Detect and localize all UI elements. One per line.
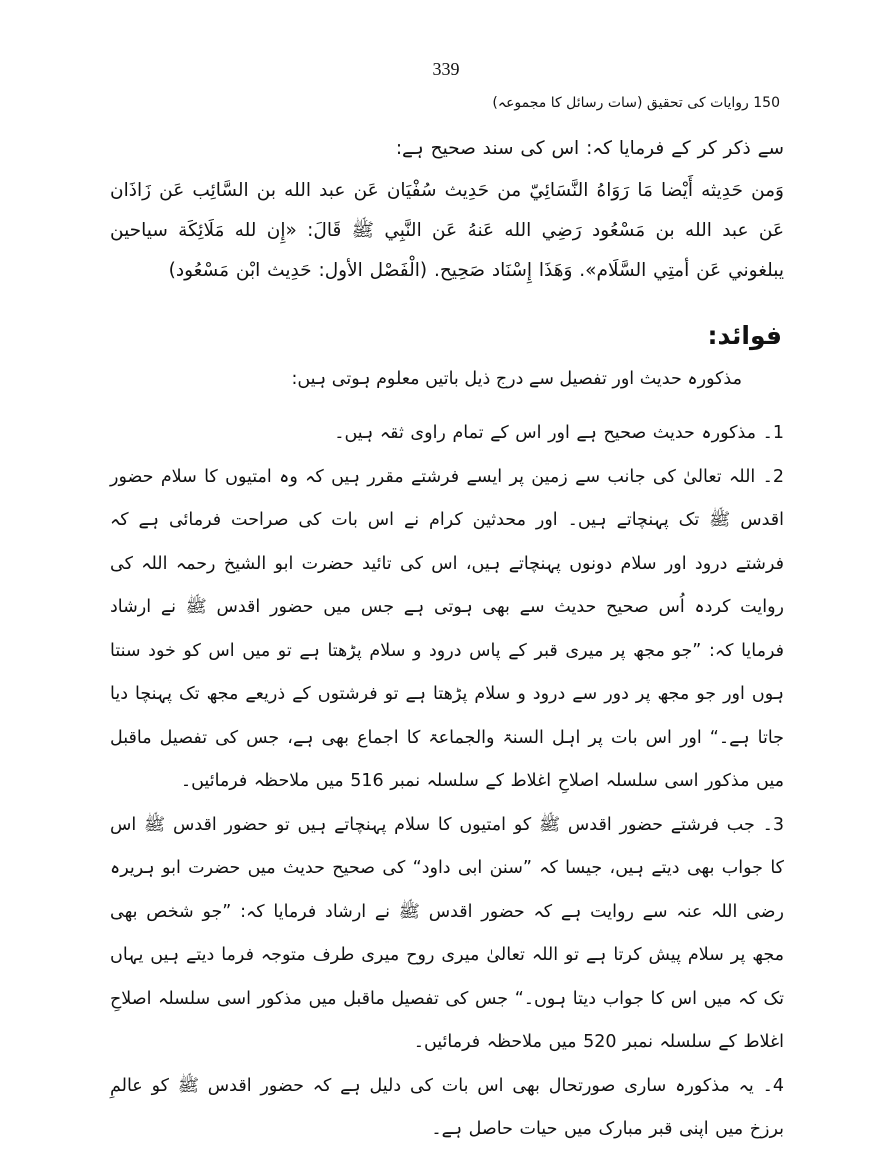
- point-4: 4۔ یہ مذکورہ ساری صورتحال بھی اس بات کی دلیل ہے کہ حضور اقدس ﷺ کو عالمِ برزخ میں اپنی قبر مبارک میں حیات حاصل ہے۔: [110, 1075, 784, 1139]
- intro-line: سے ذکر کر کے فرمایا کہ: اس کی سند صحیح ہے:: [395, 138, 784, 159]
- arabic-hadith-text: وَمن حَدِيثه أَيْضا مَا رَوَاهُ النَّسَائِيّ من حَدِيث سُفْيَان عَن عبد الله بن السَّائِب عَن زَاذَان عَن عبد الله بن مَسْعُود رَضِي الله عَنهُ عَن النَّبِي ﷺ قَالَ: «إِن لله مَلَائِكَة سياحين يبلغوني عَن أمتِي السَّلَام». وَهَذَا إِسْنَاد صَحِيح. (الْفَصْل الأول: حَدِيث ابْن مَسْعُود): [110, 180, 784, 281]
- point-3: 3۔ جب فرشتے حضور اقدس ﷺ کو امتیوں کا سلام پہنچاتے ہیں تو حضور اقدس ﷺ اس کا جواب بھی دیتے ہیں، جیسا کہ ”سنن ابی داود“ کی صحیح حدیث میں حضرت ابو ہریرہ رضی اللہ عنہ سے روایت ہے کہ حضور اقدس ﷺ نے ارشاد فرمایا کہ: ”جو شخص بھی مجھ پر سلام پیش کرتا ہے تو اللہ تعالیٰ میری روح میری طرف متوجہ فرما دیتے ہیں یہاں تک کہ میں اس کا جواب دیتا ہوں۔“ جس کی تفصیل ماقبل میں مذکور اسی سلسلہ اصلاحِ اغلاط کے سلسلہ نمبر 520 میں ملاحظہ فرمائیں۔: [110, 814, 784, 1052]
- section-intro: مذکورہ حدیث اور تفصیل سے درج ذیل باتیں معلوم ہوتی ہیں:: [291, 369, 742, 389]
- section-heading: فوائد:: [707, 321, 782, 350]
- running-header: 150 روایات کی تحقیق (سات رسائل کا مجموعہ): [492, 95, 780, 111]
- page-number: 339: [432, 59, 460, 79]
- point-2: 2۔ اللہ تعالیٰ کی جانب سے زمین پر ایسے فرشتے مقرر ہیں کہ وہ امتیوں کا سلام حضور اقدس ﷺ تک پہنچاتے ہیں۔ اور محدثین کرام نے اس بات کی صراحت فرمائی ہے کہ فرشتے درود اور سلام دونوں پہنچاتے ہیں، اس کی تائید حضرت ابو الشیخ رحمہ اللہ کی روایت کردہ اُس صحیح حدیث سے بھی ہوتی ہے جس میں حضور اقدس ﷺ نے ارشاد فرمایا کہ: ”جو مجھ پر میری قبر کے پاس درود و سلام پڑھتا ہے تو میں اس کو خود سنتا ہوں اور جو مجھ پر دور سے درود و سلام پڑھتا ہے تو فرشتوں کے ذریعے مجھ تک پہنچا دیا جاتا ہے۔“ اور اس بات پر اہل السنۃ والجماعۃ کا اجماع بھی ہے، جس کی تفصیل ماقبل میں مذکور اسی سلسلہ اصلاحِ اغلاط کے سلسلہ نمبر 516 میں ملاحظہ فرمائیں۔: [110, 466, 784, 791]
- benefit-points: [110, 412, 784, 1152]
- point-1: 1۔ مذکورہ حدیث صحیح ہے اور اس کے تمام راوی ثقہ ہیں۔: [334, 423, 784, 443]
